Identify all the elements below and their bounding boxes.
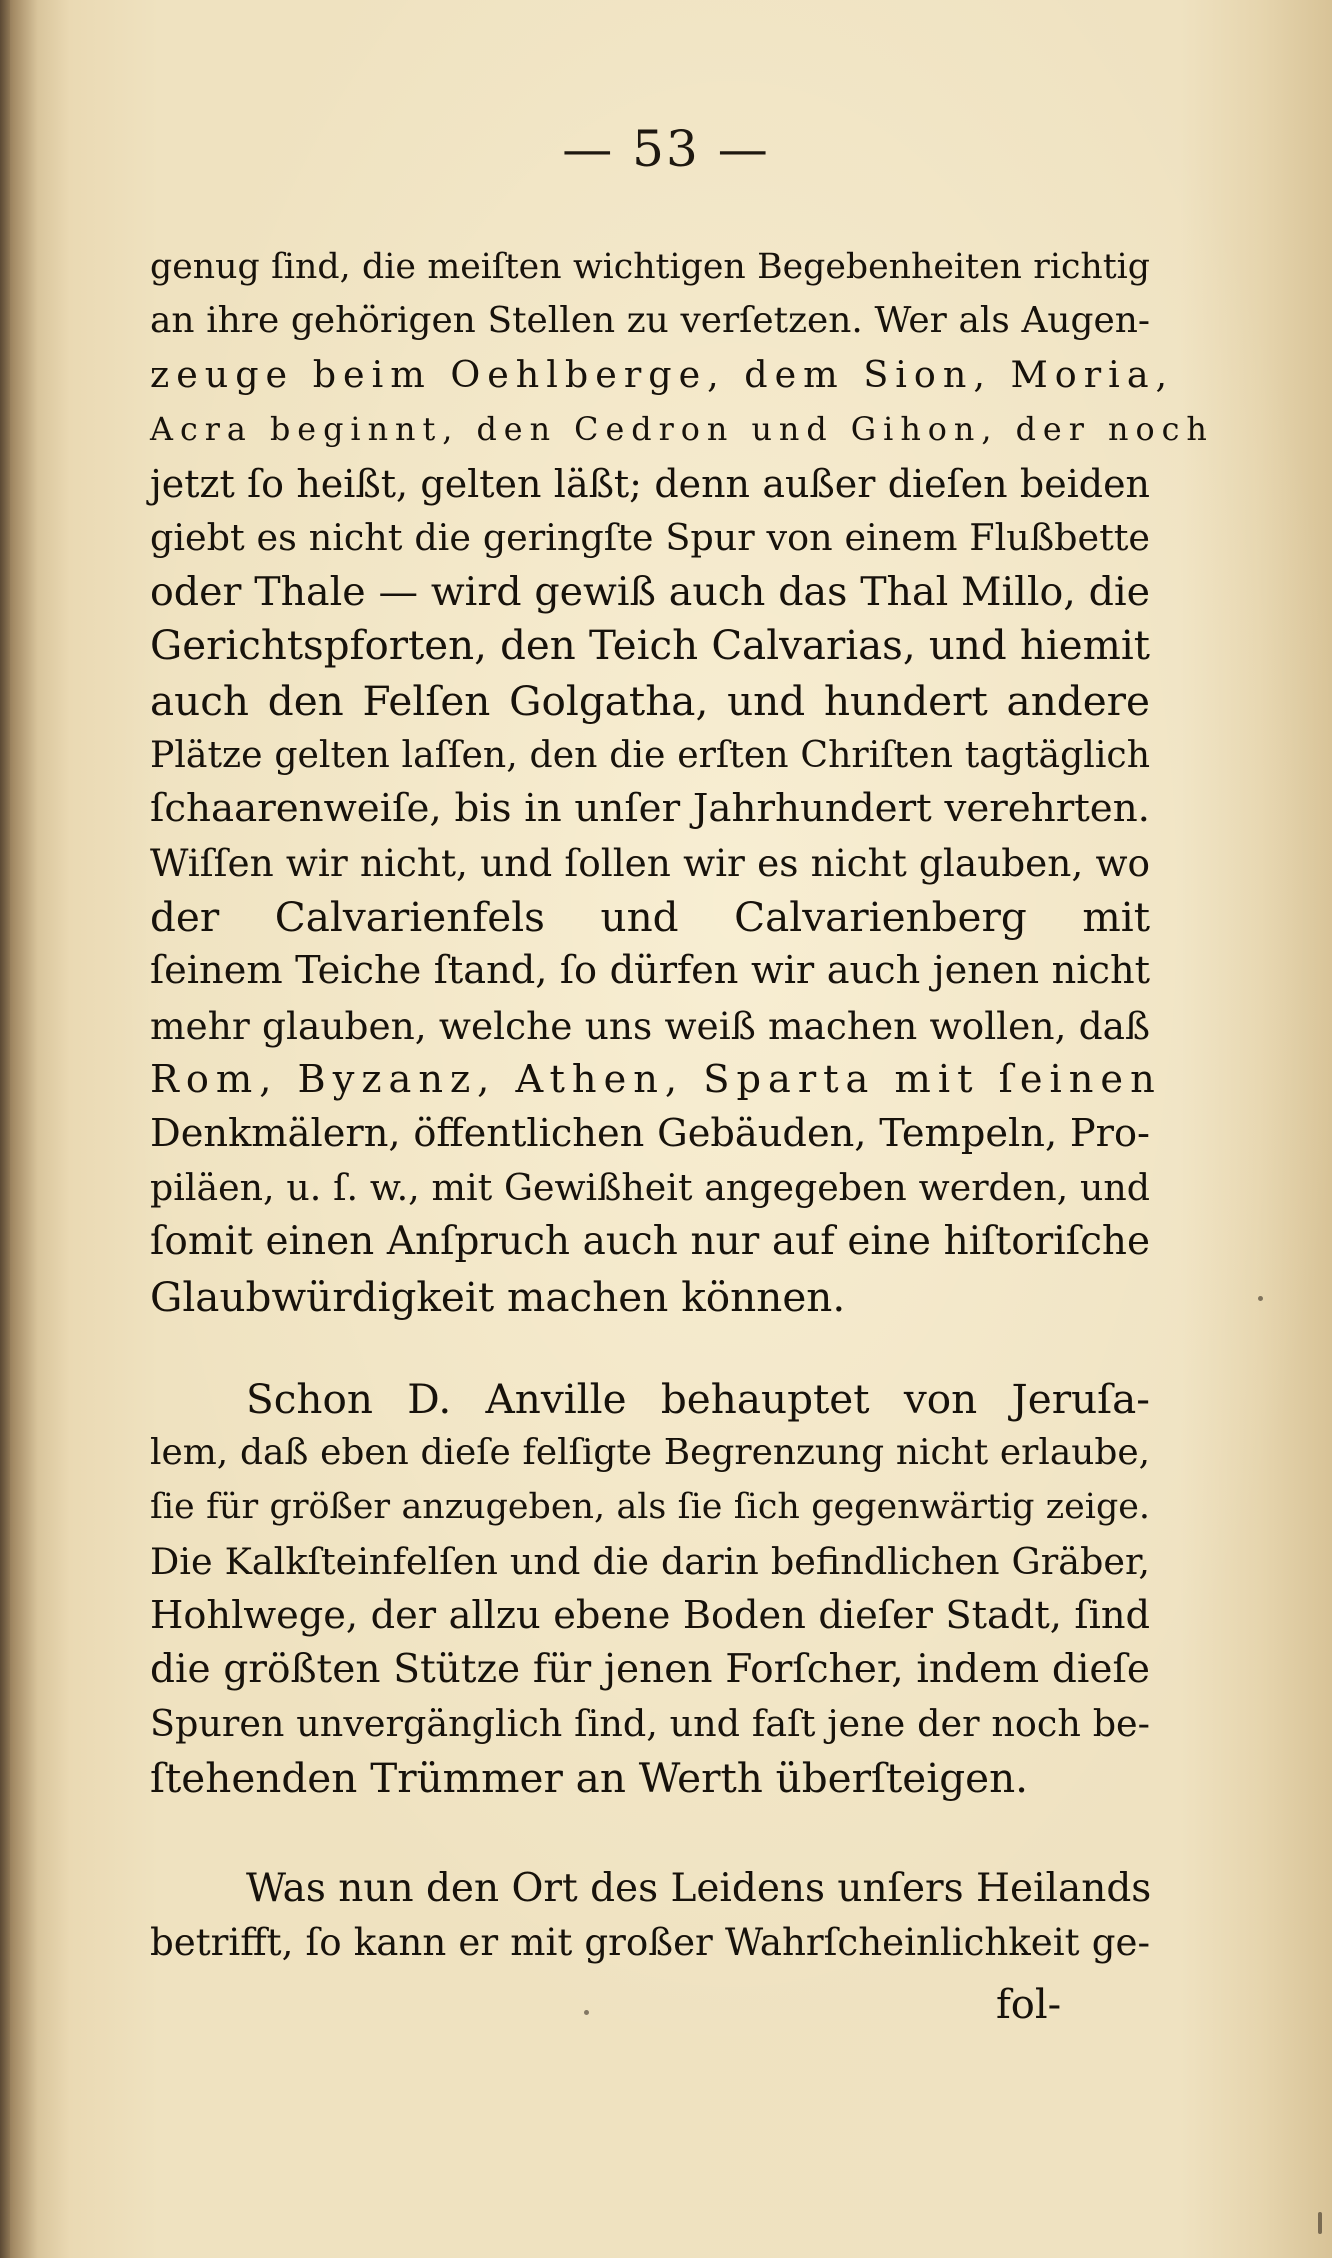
text-line: Wiſſen wir nicht, und ſollen wir es nicht glauben, wo (150, 841, 1150, 886)
text-line: die größten Stütze für jenen Forſcher, indem dieſe (150, 1646, 1150, 1692)
paragraph-2 (150, 1372, 1150, 1806)
page-binding-edge (0, 0, 10, 2258)
text-line: Hohlwege, der allzu ebene Boden dieſer Stadt, ſind (150, 1592, 1150, 1638)
page-number: — 53 — (562, 120, 770, 178)
paragraph-3 (150, 1862, 1150, 1970)
text-line: Denkmälern, öffentlichen Gebäuden, Tempeln, Pro- (150, 1111, 1150, 1156)
paper-speck (1318, 2212, 1322, 2234)
paragraph-1 (150, 240, 1214, 1324)
text-line: betrifft, ſo kann er mit großer Wahrſcheinlichkeit ge- (150, 1921, 1150, 1965)
text-line: giebt es nicht die geringſte Spur von einem Flußbette (150, 515, 1150, 559)
text-line: zeuge beim Oehlberge, dem Sion, Moria, (150, 353, 1175, 397)
text-line: piläen, u. ſ. w., mit Gewißheit angegeben werden, und (150, 1166, 1150, 1210)
text-line: oder Thale — wird gewiß auch das Thal Millo, die (150, 569, 1150, 616)
text-line: mehr glauben, welche uns weiß machen wollen, daß (150, 1003, 1150, 1048)
text-line: Was nun den Ort des Leidens unſers Heilands (246, 1866, 1152, 1911)
text-line: Gerichtspforten, den Teich Calvarias, und hiemit (150, 622, 1150, 670)
text-line: ſeinem Teiche ſtand, ſo dürfen wir auch jenen nicht (150, 948, 1150, 994)
paper-speck (584, 2010, 589, 2015)
text-line: Acra beginnt, den Cedron und Gihon, der noch (150, 411, 1214, 448)
text-line: Schon D. Anville behauptet von Jeruſa- (246, 1375, 1150, 1423)
text-line: jetzt ſo heißt, gelten läßt; denn außer dieſen beiden (150, 461, 1150, 506)
text-line: auch den Felſen Golgatha, und hundert andere (150, 676, 1150, 725)
catchword: fol- (996, 1982, 1062, 2028)
text-line: ſtehenden Trümmer an Werth überſteigen. (150, 1754, 1029, 1803)
text-line: ſie für größer anzugeben, als ſie ſich gegenwärtig zeige. (150, 1487, 1150, 1528)
text-line: lem, daß eben dieſe felſigte Begrenzung nicht erlaube, (150, 1432, 1150, 1474)
text-line: Spuren unvergänglich ſind, und faſt jene der noch be- (150, 1702, 1150, 1746)
paper-speck (1258, 1296, 1263, 1301)
text-line: ſchaarenweiſe, bis in unſer Jahrhundert verehrten. (150, 785, 1150, 831)
text-line: Rom, Byzanz, Athen, Sparta mit ſeinen (150, 1056, 1162, 1102)
text-line: an ihre gehörigen Stellen zu verſetzen. Wer als Augen- (150, 300, 1150, 342)
text-line: Die Kalkſteinfelſen und die darin befindlichen Gräber, (150, 1539, 1150, 1583)
text-line: der Calvarienfels und Calvarienberg mit (150, 893, 1150, 942)
text-line: ſomit einen Anſpruch auch nur auf eine hiſtoriſche (150, 1219, 1150, 1265)
text-line: Glaubwürdigkeit machen können. (150, 1272, 846, 1321)
text-line: Plätze gelten laſſen, den die erſten Chriſten tagtäglich (150, 732, 1150, 776)
text-line: genug ſind, die meiſten wichtigen Begebenheiten richtig (150, 247, 1150, 287)
